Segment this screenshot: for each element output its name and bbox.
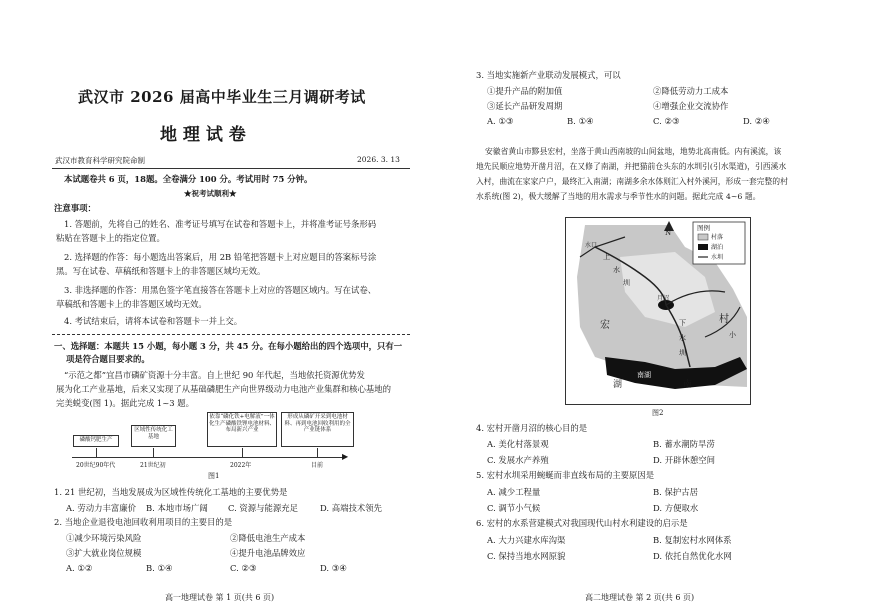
exam-date: 2026. 3. 13	[357, 155, 400, 164]
timeline-tick	[317, 448, 318, 457]
q4-option-b[interactable]: B. 蓄水潮防旱涝	[653, 439, 715, 449]
legend-swatch-village	[698, 234, 708, 240]
map-label: 上	[603, 253, 610, 261]
stage-box-4: 形成从磷矿开采到电池材料、再到电池回收利用的全产业链体系	[281, 412, 354, 447]
question-2: 2. 当地企业退役电池回收利用项目的主要目的是	[54, 517, 233, 527]
timeline-tick	[153, 448, 154, 457]
q6-option-b[interactable]: B. 复制宏村水网体系	[653, 535, 732, 545]
note-line: 草稿纸和答题卡上的非答题区域均无效。	[56, 299, 207, 309]
q3-option-a[interactable]: A. ①③	[487, 116, 514, 126]
q5-option-c[interactable]: C. 调节小气候	[487, 503, 541, 513]
stage-box-1: 磷酸钙肥生产	[73, 435, 119, 447]
question-1: 1. 21 世纪初，当地发展成为区域性传统化工基地的主要优势是	[54, 487, 288, 497]
passage-line: 展为化工产业基地，后来又实现了从基础磷肥生产向世界级动力电池产业集群和核心基地的	[56, 384, 391, 394]
legend-title: 图例	[697, 224, 710, 232]
q2-item: ④提升电池品牌效应	[230, 548, 306, 558]
note-line: 1. 答题前，先将自己的姓名、准考证号填写在试卷和答题卡上，并将准考证号条形码	[64, 219, 377, 229]
q5-option-b[interactable]: B. 保护古居	[653, 487, 698, 497]
timeline-label: 20世纪90年代	[76, 462, 116, 469]
note-line: 3. 非选择题的作答：用黑色签字笔直接答在答题卡上对应的答题区域内。写在试卷、	[64, 285, 377, 295]
q3-item: ④增强企业交流协作	[653, 101, 729, 111]
subject-title: 地 理 试 卷	[160, 125, 246, 145]
exam-summary: 本试题卷共 6 页，18题。全卷满分 100 分。考试用时 75 分钟。	[64, 174, 313, 184]
passage-line: 完美蜕变(图 1)。据此完成 1~3 题。	[56, 398, 195, 408]
note-line: 粘贴在答题卡上的指定位置。	[56, 233, 165, 243]
q1-option-a[interactable]: A. 劳动力丰富廉价	[66, 503, 136, 513]
q3-item: ②降低劳动力工成本	[653, 86, 729, 96]
timeline-tick	[242, 448, 243, 457]
section1-heading-cont: 项是符合题目要求的。	[66, 354, 150, 364]
header-divider	[52, 168, 410, 169]
timeline-label: 2022年	[230, 462, 252, 469]
map-label: 水	[613, 266, 620, 274]
map-north-label: N	[665, 229, 672, 237]
figure-1-caption: 图1	[208, 472, 220, 480]
question-4: 4. 宏村开凿月沼的核心目的是	[476, 423, 588, 433]
exam-title: 武汉市 2026 届高中毕业生三月调研考试	[78, 88, 366, 106]
q6-option-d[interactable]: D. 依托自然优化水网	[653, 551, 732, 561]
note-line: 4. 考试结束后，请将本试卷和答题卡一并上交。	[64, 316, 243, 326]
issuer: 武汉市教育科学研究院命制	[55, 156, 145, 165]
good-luck: ★祝考试顺利★	[184, 189, 237, 198]
passage-line: “示范之都”宜昌市磷矿资源十分丰富。自上世纪 90 年代起，当地依托资源优势发	[64, 370, 365, 380]
exam-page-2	[435, 0, 870, 615]
timeline-label: 目前	[311, 462, 324, 469]
passage-line: 安徽省黄山市黟县宏村，坐落于黄山西南坡的山间盆地，地势北高南低。内有溪流，该	[485, 147, 782, 156]
map-label-nan: 南	[683, 380, 693, 390]
q3-option-c[interactable]: C. ②③	[653, 116, 680, 126]
q5-option-d[interactable]: D. 方便取水	[653, 503, 699, 513]
page-footer: 高一地理试卷 第 1 页(共 6 页)	[165, 593, 275, 602]
q6-option-a[interactable]: A. 大力兴建水库沟渠	[487, 535, 566, 545]
notes-title: 注意事项：	[54, 203, 96, 213]
legend-lake: 湖泊	[711, 244, 724, 251]
map-label-hu: 湖	[613, 380, 623, 390]
map-label-hong: 宏	[600, 320, 610, 331]
timeline-axis	[72, 457, 344, 458]
page-footer: 高二地理试卷 第 2 页(共 6 页)	[585, 593, 695, 602]
q2-option-c[interactable]: C. ②③	[230, 563, 257, 573]
map-label-cun: 村	[719, 314, 729, 325]
question-6: 6. 宏村的水系营建模式对我国现代山村水利建设的启示是	[476, 518, 688, 528]
stage-box-2: 区域性传统化工基地	[131, 425, 176, 447]
map-label: 圳	[623, 279, 630, 287]
map-label: 小	[729, 331, 736, 339]
q2-item: ①减少环境污染风险	[66, 533, 142, 543]
stage-box-3: 依靠“磷化铁+电解液”一体化生产磷酸铁锂电池材料、布局新兴产业	[207, 412, 277, 447]
note-line: 2. 选择题的作答：每小题选出答案后，用 2B 铅笔把答题卡上对应题目的答案标号涂	[64, 252, 377, 262]
map-label: 下	[679, 319, 686, 327]
note-line: 黑。写在试卷、草稿纸和答题卡上的非答题区域均无效。	[56, 266, 266, 276]
question-5: 5. 宏村水圳采用蜿蜒而非直线布局的主要原因是	[476, 470, 655, 480]
question-3: 3. 当地实施新产业联动发展模式，可以	[476, 70, 621, 80]
q6-option-c[interactable]: C. 保持当地水网原貌	[487, 551, 566, 561]
q3-item: ①提升产品的附加值	[487, 86, 563, 96]
q2-option-b[interactable]: B. ①④	[146, 563, 173, 573]
timeline-label: 21世纪初	[140, 462, 166, 469]
q3-item: ③延长产品研发周期	[487, 101, 563, 111]
q3-option-d[interactable]: D. ②④	[743, 116, 770, 126]
q2-item: ②降低电池生产成本	[230, 533, 306, 543]
map-label: 圳	[679, 349, 686, 357]
timeline-tick	[96, 448, 97, 457]
section1-heading: 一、选择题：本题共 15 小题，每小题 3 分，共 45 分。在每小题给出的四个选项中，只有一	[54, 341, 403, 351]
q2-item: ③扩大就业岗位规模	[66, 548, 142, 558]
legend-swatch-lake	[698, 244, 708, 250]
q1-option-d[interactable]: D. 高端技术领先	[320, 503, 382, 513]
legend-channel: 水圳	[711, 254, 724, 261]
passage-line: 入村，曲流在家家户户，最终汇入南湖；南湖多余水体则汇入村外溪河，形成一套完整的村	[476, 177, 788, 186]
q4-option-c[interactable]: C. 发展水产养殖	[487, 455, 549, 465]
q1-option-b[interactable]: B. 本地市场广阔	[146, 503, 208, 513]
figure-2-caption: 图2	[652, 409, 664, 417]
q4-option-a[interactable]: A. 美化村落景观	[487, 439, 549, 449]
legend-village: 村落	[711, 234, 724, 241]
map-label-yuezhao: 月沼	[657, 295, 670, 302]
notes-divider	[52, 334, 410, 335]
map-label: 水	[679, 334, 686, 342]
q3-option-b[interactable]: B. ①④	[567, 116, 594, 126]
map-label-shuikou: 水口	[585, 242, 598, 249]
passage-line: 地先民顺应地势开凿月沼，在又修了南湖，并把猫前仓头东的水圳引(引水渠道)，引西溪水	[476, 162, 787, 171]
passage-line: 水系统(图 2)，极大缓解了当地的用水需求与季节性水的问题。据此完成 4~6 题。	[476, 192, 761, 201]
q1-option-c[interactable]: C. 资源与能源充足	[228, 503, 299, 513]
q5-option-a[interactable]: A. 减少工程量	[487, 487, 541, 497]
timeline-arrow-icon: ▶	[342, 452, 349, 461]
q4-option-d[interactable]: D. 开辟休憩空间	[653, 455, 715, 465]
q2-option-a[interactable]: A. ①②	[66, 563, 93, 573]
map-label-nanhu: 南湖	[637, 371, 651, 379]
q2-option-d[interactable]: D. ③④	[320, 563, 347, 573]
